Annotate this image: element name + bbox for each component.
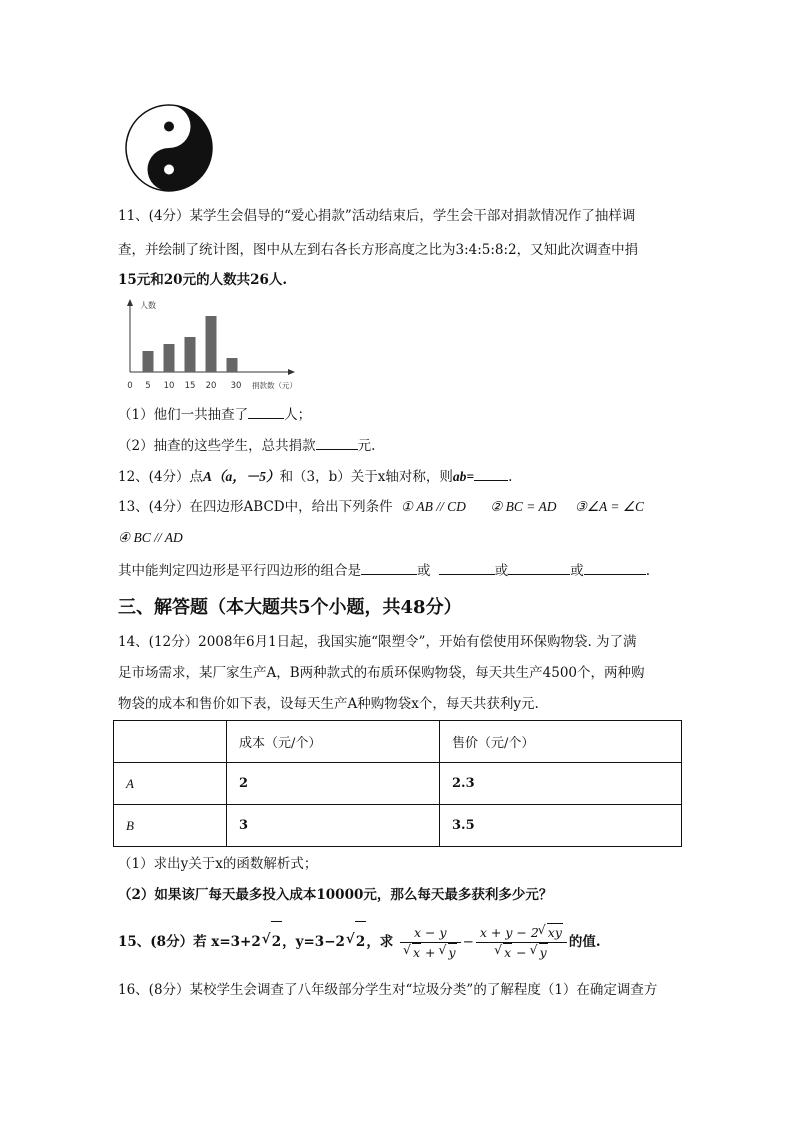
y-axis-arrow xyxy=(127,299,133,306)
q14-sub2: （2）如果该厂每天最多投入成本10000元，那么每天最多获利多少元？ xyxy=(118,887,553,903)
q15-mid2: ，求 xyxy=(366,934,394,950)
q11-sub2-pre: （2）抽查的这些学生，总共捐款 xyxy=(118,438,316,454)
table-cell-cost: 3 xyxy=(227,805,440,847)
y-axis-label: 人数 xyxy=(140,301,156,310)
fraction-1-numerator: x − y xyxy=(400,924,461,943)
table-row xyxy=(114,805,682,847)
fraction-2-numerator-text: x + y − 2 xyxy=(479,925,539,940)
q12-end: . xyxy=(508,469,513,485)
q11-blank-total[interactable] xyxy=(316,435,358,450)
q15-end: 的值. xyxy=(568,934,601,950)
q13-or-3: 或 xyxy=(570,563,584,579)
q12-mid: 和（3，b）关于x轴对称，则 xyxy=(279,469,453,485)
section-3-heading: 三、解答题（本大题共5个小题，共48分） xyxy=(118,597,462,618)
q13-condition-2: ② BC = AD xyxy=(490,499,557,514)
q13-or-1: 或 xyxy=(417,563,431,579)
origin-label: 0 xyxy=(127,381,133,391)
sqrt-2-a: √ 2 xyxy=(271,921,282,962)
sqrt-2-b: √ 2 xyxy=(355,921,366,962)
bar-15 xyxy=(185,337,196,372)
fraction-2 xyxy=(476,923,567,962)
q11-sub1 xyxy=(118,404,311,425)
q13-blank-1[interactable] xyxy=(361,560,417,575)
sqrt-x: √ x xyxy=(412,943,421,962)
bar-5 xyxy=(143,351,154,372)
table-header-row xyxy=(114,721,682,763)
table-row xyxy=(114,763,682,805)
table-cell-type: A xyxy=(114,763,227,805)
table-header-cell: 成本（元/个） xyxy=(227,721,440,763)
q15-text xyxy=(118,921,601,962)
cost-price-table xyxy=(113,720,682,847)
bar-30 xyxy=(227,358,238,372)
q12-point-a: A（a，－5） xyxy=(203,469,280,484)
q11-sub1-post: 人； xyxy=(284,407,312,423)
q13-blank-3[interactable] xyxy=(508,560,570,575)
q13-blank-4[interactable] xyxy=(584,560,646,575)
sqrt-x: √ x xyxy=(503,943,512,962)
q13-condition-4: ④ BC // AD xyxy=(118,530,183,545)
table-cell-price: 2.3 xyxy=(440,763,682,805)
q12-pre: 12、(4分）点 xyxy=(118,469,204,485)
table-cell-cost: 2 xyxy=(227,763,440,805)
q12-ab: ab= xyxy=(452,469,475,484)
x-tick-label: 10 xyxy=(163,381,175,391)
q15-minus: − xyxy=(462,934,474,950)
sqrt-xy: √ xy xyxy=(547,923,563,942)
table-header-cell: 售价（元/个） xyxy=(440,721,682,763)
sqrt-y: √ y xyxy=(448,943,457,962)
q11-text-line2: 查，并绘制了统计图，图中从左到右各长方形高度之比为3:4:5:8:2，又知此次调查中捐 xyxy=(118,242,639,258)
q13-answer-line xyxy=(118,560,650,581)
q13-text xyxy=(118,497,644,517)
q14-text-line2: 足市场需求，某厂家生产A，B两种款式的布质环保购物袋，每天共生产4500个，两种购 xyxy=(118,665,645,681)
q12-text xyxy=(118,466,512,487)
q11-sub2-post: 元. xyxy=(357,438,376,454)
fraction-2-numerator xyxy=(476,923,567,943)
donation-bar-chart xyxy=(118,296,318,396)
q14-text-line1: 14、(12分）2008年6月1日起，我国实施“限塑令”，开始有偿使用环保购物袋. 为了满 xyxy=(118,634,637,650)
x-axis-arrow xyxy=(288,369,295,375)
x-axis-label: 捐款数（元） xyxy=(252,381,297,390)
q13-line2-pre: 其中能判定四边形是平行四边形的组合是 xyxy=(118,563,361,579)
q11-sub2 xyxy=(118,435,375,456)
q14-text-line3: 物袋的成本和售价如下表，设每天生产A种购物袋x个，每天共获利y元. xyxy=(118,696,539,712)
q15-mid1: ，y=3−2 xyxy=(282,934,345,950)
fraction-2-denominator: √ x − √ y xyxy=(476,943,567,962)
q13-end: . xyxy=(645,563,651,579)
q13-blank-2[interactable] xyxy=(439,560,495,575)
bar-20 xyxy=(206,316,217,372)
fraction-1 xyxy=(400,924,461,962)
sqrt-y: √ y xyxy=(539,943,548,962)
yin-yang-figure xyxy=(124,103,214,193)
q13-condition-1: ① AB // CD xyxy=(400,499,466,514)
q14-sub1: （1）求出y关于x的函数解析式； xyxy=(118,856,318,872)
x-tick-label: 20 xyxy=(205,381,217,391)
x-tick-label: 15 xyxy=(184,381,196,391)
x-tick-label: 30 xyxy=(230,381,242,391)
table-cell-type: B xyxy=(114,805,227,847)
q13-or-2: 或 xyxy=(494,563,509,579)
q11-text-line1: 11、(4分）某学生会倡导的“爱心捐款”活动结束后，学生会干部对捐款情况作了抽样调 xyxy=(118,208,636,224)
q12-blank[interactable] xyxy=(474,466,508,481)
q16-text-line1: 16、(8分）某校学生会调查了八年级部分学生对“垃圾分类”的了解程度（1）在确定调查方 xyxy=(118,982,658,998)
table-header-cell xyxy=(114,721,227,763)
fraction-1-denominator: √ x + √ y xyxy=(400,943,461,962)
q11-blank-count[interactable] xyxy=(248,404,284,419)
q13-condition-3: ③∠A = ∠C xyxy=(574,499,645,514)
bar-10 xyxy=(164,344,175,372)
x-tick-label: 5 xyxy=(145,381,151,391)
q11-text-line3: 15元和20元的人数共26人. xyxy=(118,272,288,288)
q15-pre: 15、(8分）若 x=3+2 xyxy=(118,934,261,950)
q13-pre: 13、(4分）在四边形ABCD中，给出下列条件 xyxy=(118,499,393,515)
table-cell-price: 3.5 xyxy=(440,805,682,847)
q11-sub1-pre: （1）他们一共抽查了 xyxy=(118,407,249,423)
